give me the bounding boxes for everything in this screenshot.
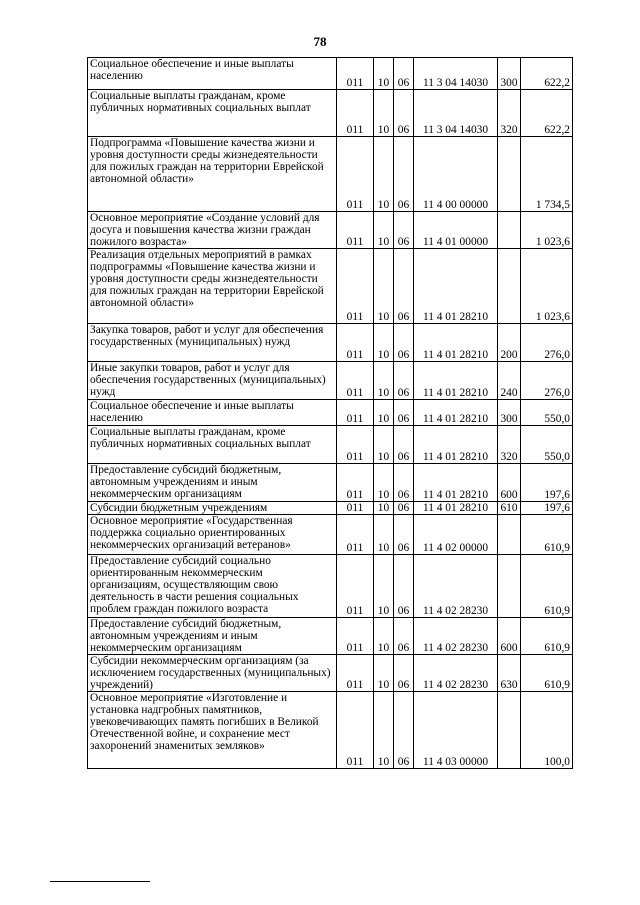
row-target-article: 11 4 01 00000 [414,212,498,249]
row-target-article: 11 3 04 14030 [414,58,498,90]
row-ministry-code: 011 [337,502,374,515]
row-amount: 610,9 [521,555,573,618]
row-amount: 1 734,5 [521,137,573,212]
row-expense-type: 300 [498,58,521,90]
row-section-code: 10 [374,464,394,502]
budget-table-body [88,58,573,769]
row-target-article: 11 4 01 28210 [414,426,498,464]
row-expense-type: 610 [498,502,521,515]
row-section-code: 10 [374,324,394,362]
row-ministry-code: 011 [337,212,374,249]
table-row [88,426,573,464]
row-target-article: 11 4 01 28210 [414,464,498,502]
row-ministry-code: 011 [337,515,374,555]
row-expense-type: 240 [498,362,521,400]
row-name: Предоставление субсидий социально ориентированным некоммерческим организациям, осуществляющим свою деятельность в части решения социальных проблем граждан пожилого возраста [88,555,337,618]
row-name: Иные закупки товаров, работ и услуг для обеспечения государственных (муниципальных) нужд [88,362,337,400]
row-section-code: 10 [374,555,394,618]
row-name: Основное мероприятие «Государственная поддержка социально ориентированных некоммерческих организаций ветеранов» [88,515,337,555]
row-section-code: 10 [374,426,394,464]
row-expense-type: 320 [498,426,521,464]
row-expense-type [498,249,521,324]
row-expense-type [498,137,521,212]
row-subsection-code: 06 [394,655,414,692]
row-expense-type [498,692,521,769]
row-name: Социальные выплаты гражданам, кроме публичных нормативных социальных выплат [88,426,337,464]
row-ministry-code: 011 [337,90,374,137]
row-ministry-code: 011 [337,692,374,769]
row-name: Подпрограмма «Повышение качества жизни и уровня доступности среды жизнедеятельности для пожилых граждан на территории Еврейской автономной области» [88,137,337,212]
row-subsection-code: 06 [394,426,414,464]
row-target-article: 11 3 04 14030 [414,90,498,137]
row-amount: 197,6 [521,464,573,502]
row-amount: 276,0 [521,362,573,400]
budget-table [87,57,573,769]
row-section-code: 10 [374,655,394,692]
table-row [88,362,573,400]
row-subsection-code: 06 [394,137,414,212]
row-subsection-code: 06 [394,58,414,90]
row-subsection-code: 06 [394,324,414,362]
row-ministry-code: 011 [337,618,374,655]
row-name: Субсидии бюджетным учреждениям [88,502,337,515]
row-ministry-code: 011 [337,324,374,362]
row-subsection-code: 06 [394,464,414,502]
table-row [88,212,573,249]
row-expense-type: 600 [498,464,521,502]
row-section-code: 10 [374,212,394,249]
row-expense-type: 630 [498,655,521,692]
row-section-code: 10 [374,90,394,137]
row-target-article: 11 4 01 28210 [414,362,498,400]
row-ministry-code: 011 [337,400,374,426]
row-amount: 622,2 [521,58,573,90]
table-row [88,502,573,515]
row-ministry-code: 011 [337,426,374,464]
row-section-code: 10 [374,58,394,90]
row-section-code: 10 [374,502,394,515]
row-amount: 622,2 [521,90,573,137]
row-target-article: 11 4 02 28230 [414,655,498,692]
row-ministry-code: 011 [337,655,374,692]
table-row [88,555,573,618]
row-subsection-code: 06 [394,90,414,137]
row-amount: 1 023,6 [521,249,573,324]
row-amount: 550,0 [521,400,573,426]
row-name: Предоставление субсидий бюджетным, автономным учреждениям и иным некоммерческим организациям [88,464,337,502]
table-row [88,90,573,137]
row-target-article: 11 4 02 28230 [414,555,498,618]
row-ministry-code: 011 [337,137,374,212]
row-section-code: 10 [374,618,394,655]
table-row [88,324,573,362]
row-expense-type: 200 [498,324,521,362]
row-expense-type [498,515,521,555]
row-ministry-code: 011 [337,249,374,324]
row-section-code: 10 [374,515,394,555]
table-row [88,249,573,324]
row-amount: 276,0 [521,324,573,362]
row-amount: 100,0 [521,692,573,769]
row-target-article: 11 4 01 28210 [414,502,498,515]
row-subsection-code: 06 [394,618,414,655]
row-name: Социальное обеспечение и иные выплаты населению [88,58,337,90]
row-subsection-code: 06 [394,502,414,515]
row-target-article: 11 4 00 00000 [414,137,498,212]
row-target-article: 11 4 01 28210 [414,400,498,426]
row-target-article: 11 4 03 00000 [414,692,498,769]
row-ministry-code: 011 [337,362,374,400]
row-subsection-code: 06 [394,555,414,618]
row-ministry-code: 011 [337,464,374,502]
table-row [88,655,573,692]
table-row [88,137,573,212]
row-amount: 610,9 [521,655,573,692]
row-section-code: 10 [374,249,394,324]
row-name: Основное мероприятие «Изготовление и установка надгробных памятников, увековечивающих память погибших в Великой Отечественной войне, и сохранение мест захоронений знаменитых земляков» [88,692,337,769]
row-target-article: 11 4 02 00000 [414,515,498,555]
row-ministry-code: 011 [337,58,374,90]
footnote-rule [50,881,150,882]
row-amount: 610,9 [521,618,573,655]
row-expense-type: 320 [498,90,521,137]
row-amount: 197,6 [521,502,573,515]
row-name: Реализация отдельных мероприятий в рамках подпрограммы «Повышение качества жизни и уровня доступности среды жизнедеятельности для пожилых граждан на территории Еврейской автономной области» [88,249,337,324]
row-expense-type: 600 [498,618,521,655]
table-row [88,618,573,655]
row-target-article: 11 4 02 28230 [414,618,498,655]
row-name: Социальные выплаты гражданам, кроме публичных нормативных социальных выплат [88,90,337,137]
table-row [88,692,573,769]
row-amount: 550,0 [521,426,573,464]
table-row [88,464,573,502]
row-section-code: 10 [374,400,394,426]
row-expense-type: 300 [498,400,521,426]
row-target-article: 11 4 01 28210 [414,324,498,362]
row-subsection-code: 06 [394,515,414,555]
row-ministry-code: 011 [337,555,374,618]
row-expense-type [498,212,521,249]
row-subsection-code: 06 [394,692,414,769]
row-name: Социальное обеспечение и иные выплаты населению [88,400,337,426]
row-amount: 1 023,6 [521,212,573,249]
row-target-article: 11 4 01 28210 [414,249,498,324]
row-subsection-code: 06 [394,362,414,400]
table-row [88,400,573,426]
row-section-code: 10 [374,362,394,400]
row-expense-type [498,555,521,618]
row-subsection-code: 06 [394,400,414,426]
page-number: 78 [313,34,327,49]
row-subsection-code: 06 [394,212,414,249]
table-row [88,515,573,555]
row-section-code: 10 [374,692,394,769]
row-name: Субсидии некоммерческим организациям (за исключением государственных (муниципальных) учреждений) [88,655,337,692]
row-amount: 610,9 [521,515,573,555]
row-name: Закупка товаров, работ и услуг для обеспечения государственных (муниципальных) нужд [88,324,337,362]
row-section-code: 10 [374,137,394,212]
row-name: Основное мероприятие «Создание условий для досуга и повышения качества жизни граждан пожилого возраста» [88,212,337,249]
row-subsection-code: 06 [394,249,414,324]
table-row [88,58,573,90]
row-name: Предоставление субсидий бюджетным, автономным учреждениям и иным некоммерческим организациям [88,618,337,655]
